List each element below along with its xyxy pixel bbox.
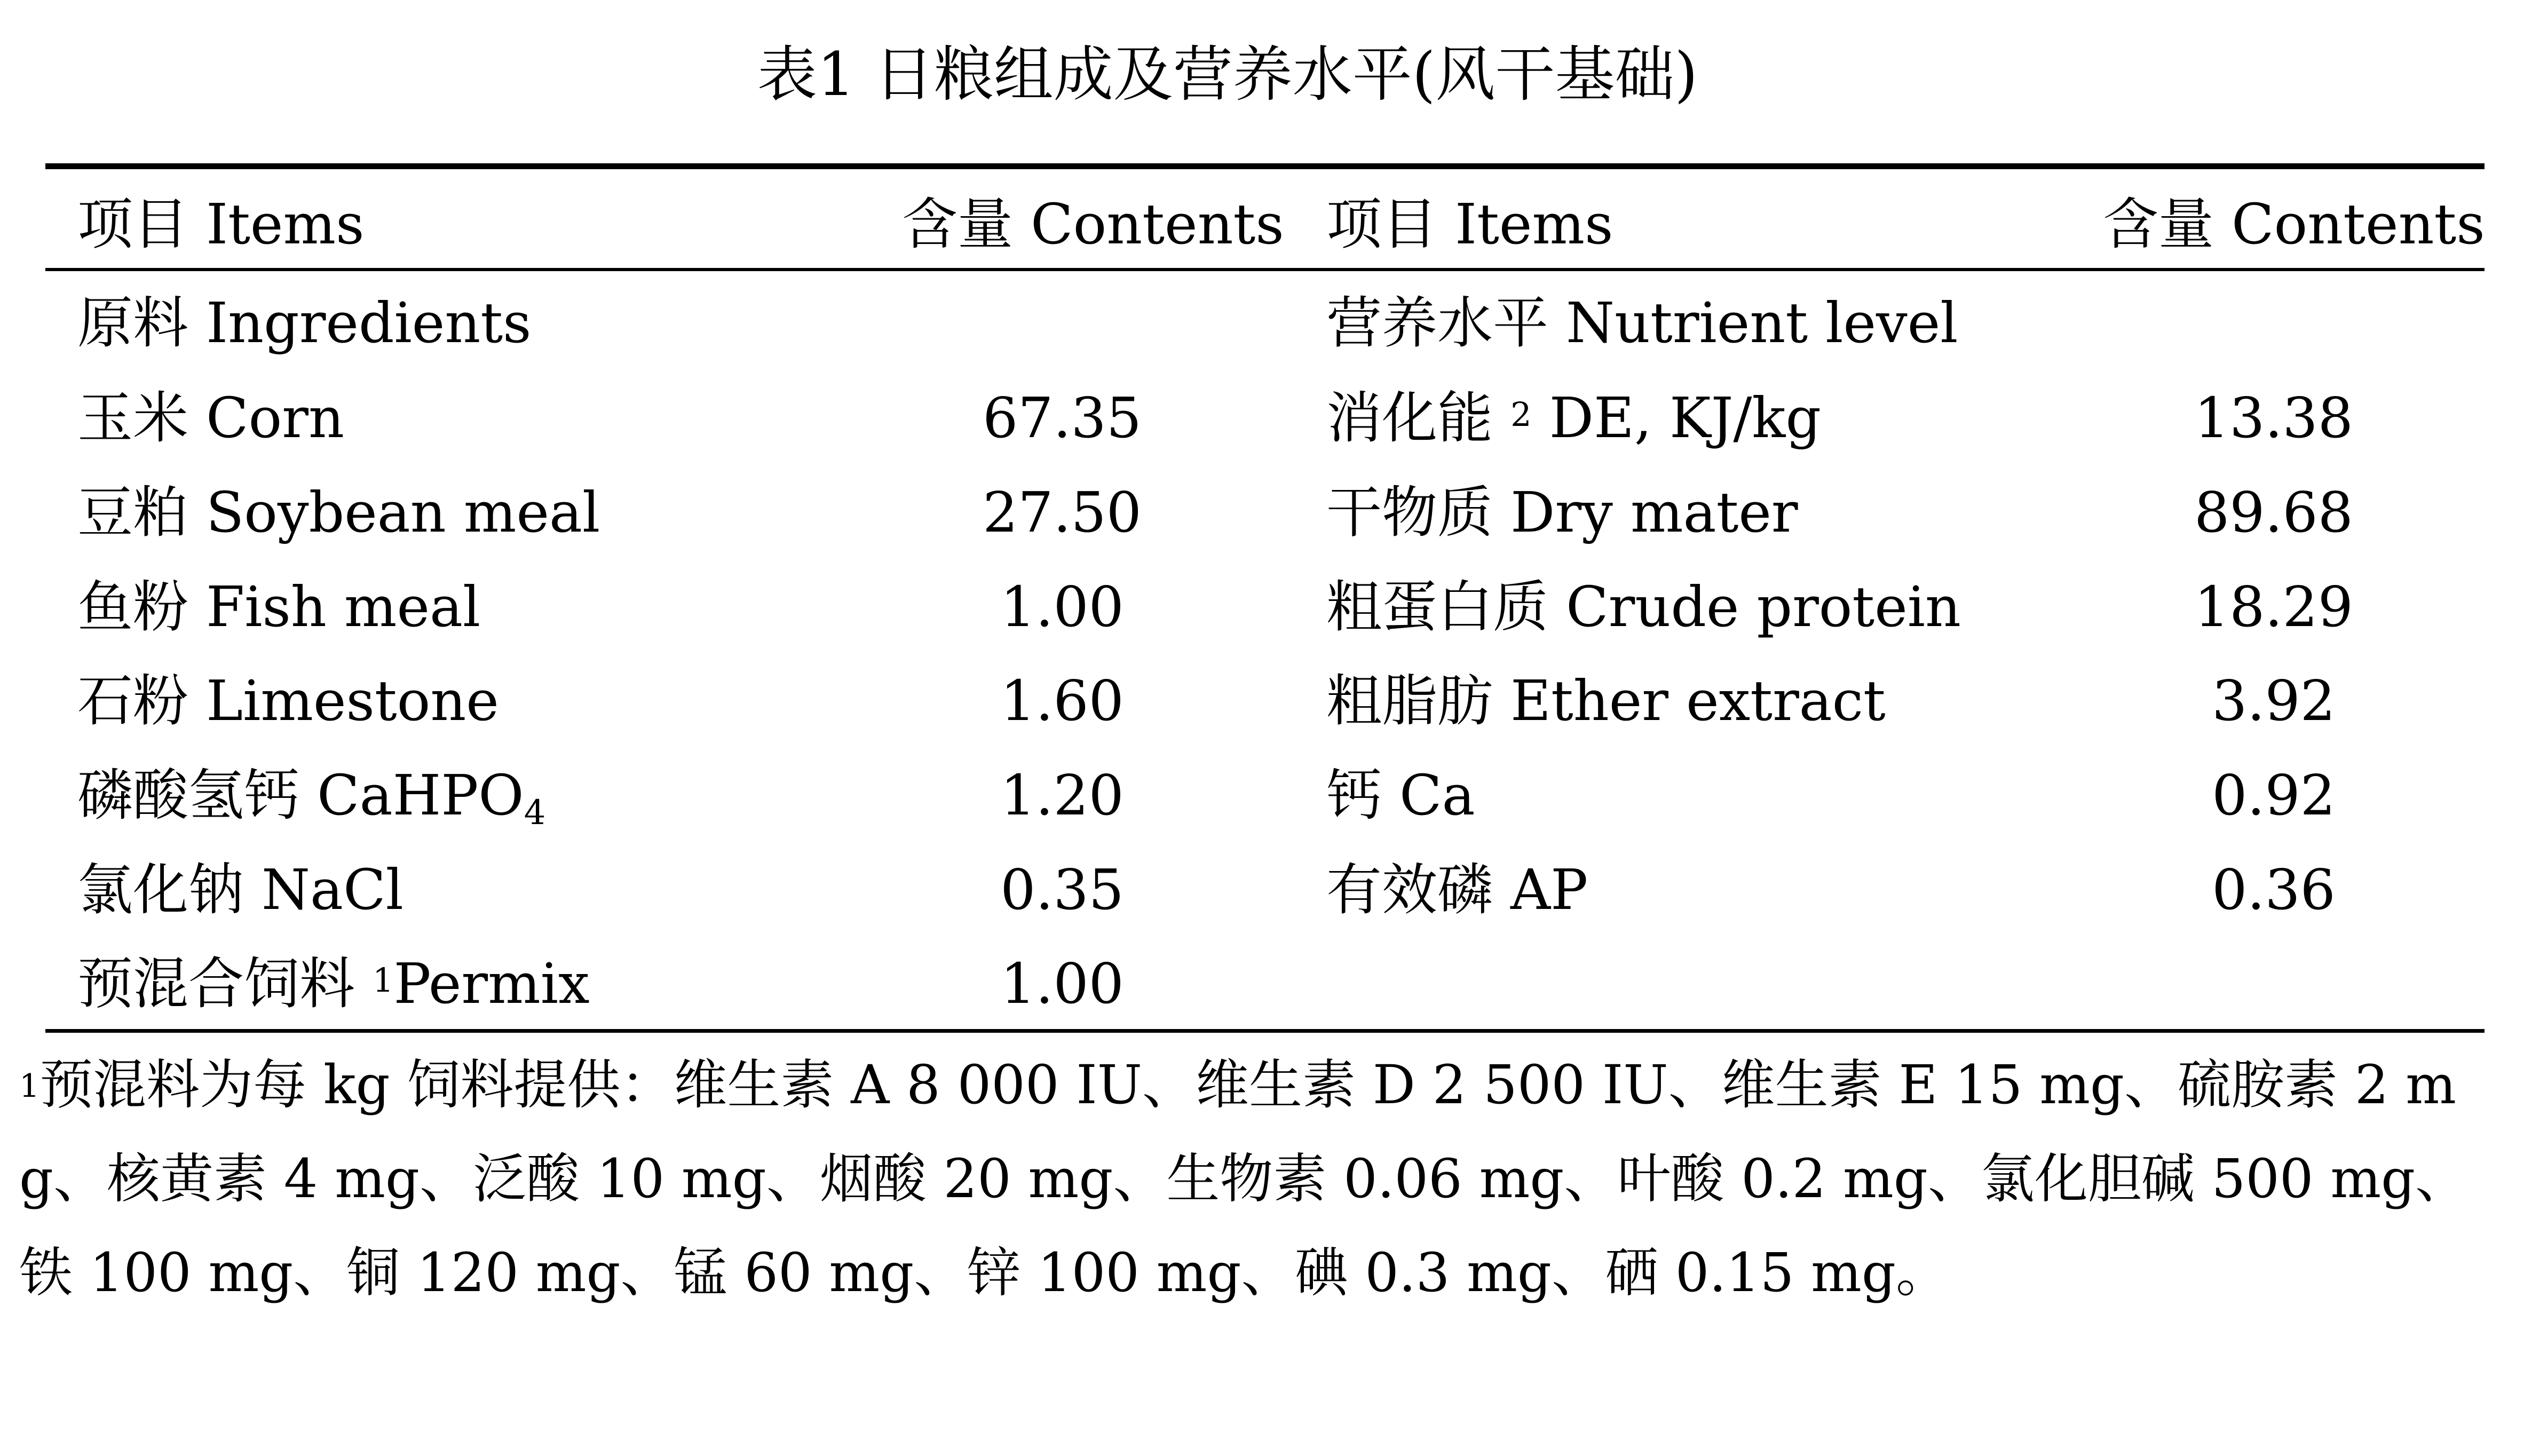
top-rule [45,163,2485,169]
header-left-items: 项目 Items [77,192,365,257]
bottom-rule [45,1029,2485,1033]
ingredient-name [77,949,590,1018]
ingredient-value: 0.35 [1000,857,1124,922]
nutrient-name: 有效磷 AP [1326,857,1588,922]
nutrient-name: 粗蛋白质 Crude protein [1326,574,1961,639]
nutrient-value: 13.38 [2194,385,2353,450]
nutrient-name-post: DE, KJ/kg [1531,385,1822,450]
nutrient-value: 0.92 [2212,763,2336,828]
ingredient-name: 鱼粉 Fish meal [77,574,481,639]
nutrient-value: 18.29 [2194,574,2353,639]
nutrient-name: 干物质 Dry mater [1326,480,1798,545]
ingredient-value: 1.00 [1000,951,1124,1016]
table-title: 表1 日粮组成及营养水平(风干基础) [757,40,1698,109]
section-nutrient-level: 营养水平 Nutrient level [1326,290,1958,355]
ingredient-name [77,761,545,838]
header-rule [45,268,2485,271]
footnote-marker: 1 [373,961,394,1000]
footnote-text: 预混料为每 kg 饲料提供：维生素 A 8 000 IU、维生素 D 2 500 IU、维生素 E 15 mg、硫胺素 2 mg、核黄素 4 mg、泛酸 10 mg、烟酸 20 mg、生物素 0.06 mg、叶酸 0.2 mg、氯化胆碱 500 mg、铁 100 mg、铜 120 mg、锰 60 mg、锌 100 mg、碘 0.3 mg、硒 0.15 mg。 [19,1054,2469,1304]
ingredient-value: 27.50 [983,480,1142,545]
ingredient-name: 豆粕 Soybean meal [77,480,600,545]
nutrient-name: 钙 Ca [1326,763,1475,828]
ingredient-value: 1.00 [1000,574,1124,639]
header-right-contents: 含量 Contents [2103,192,2485,257]
nutrient-name: 粗脂肪 Ether extract [1326,668,1886,733]
footnote-marker: 1 [19,1067,40,1105]
nutrient-name-pre: 消化能 [1326,385,1511,450]
header-right-items: 项目 Items [1326,192,1613,257]
ingredient-name-subscript: 4 [524,793,546,833]
ingredient-value: 1.60 [1000,668,1124,733]
ingredient-value: 67.35 [983,385,1142,450]
ingredient-value: 1.20 [1000,763,1124,828]
nutrient-name [1326,383,1821,453]
footnote-marker: 2 [1510,395,1532,434]
section-ingredients: 原料 Ingredients [77,290,532,355]
ingredient-name-pre: 预混合饲料 [77,951,373,1016]
ingredient-name-post: Permix [393,951,590,1016]
nutrient-value: 0.36 [2212,857,2336,922]
header-left-contents: 含量 Contents [902,192,1284,257]
ingredient-name: 石粉 Limestone [77,668,499,733]
ingredient-name: 氯化钠 NaCl [77,857,403,922]
nutrient-value: 3.92 [2212,668,2336,733]
ingredient-name: 玉米 Corn [77,385,344,450]
footnote [19,1038,2501,1320]
nutrient-value: 89.68 [2194,480,2353,545]
ingredient-name-main: 磷酸氢钙 CaHPO [77,763,524,828]
